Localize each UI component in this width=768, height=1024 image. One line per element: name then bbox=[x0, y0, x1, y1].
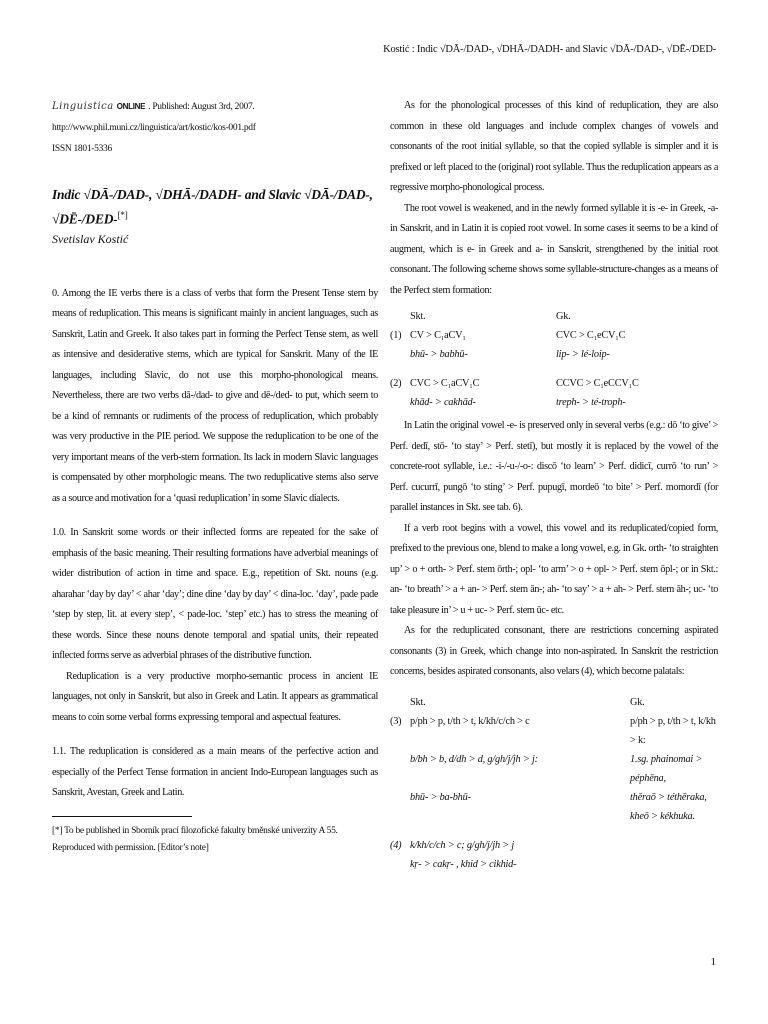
scheme-table-2 bbox=[390, 693, 718, 874]
journal-logo: Linguistica bbox=[52, 101, 114, 112]
scheme-cell-gk: thēraō > téthēraka, kheō > kékhuka. bbox=[630, 791, 707, 822]
scheme-header bbox=[390, 693, 718, 712]
column-head-gk: Gk. bbox=[630, 696, 645, 708]
journal-logo-suffix: ONLINE bbox=[116, 102, 146, 111]
article-title-text: Indic √DĀ-/DAD-, √DHĀ-/DADH- and Slavic √DĀ-/DAD-, √DĒ-/DED- bbox=[52, 187, 373, 227]
scheme-cell-skt: b/bh > b, d/dh > d, g/gh/j/jh > j: bbox=[410, 753, 538, 765]
scheme-cell-skt: CVC > C₁aCV₁C bbox=[410, 378, 480, 389]
scheme-cell-gk bbox=[630, 855, 718, 874]
column-head-skt: Skt. bbox=[410, 311, 426, 322]
scheme-row-number bbox=[390, 750, 410, 788]
scheme-header bbox=[390, 307, 718, 326]
publication-meta bbox=[52, 96, 378, 160]
scheme-row-number: (2) bbox=[390, 378, 402, 389]
scheme-cell-skt: CV > C₁aCV₁ bbox=[410, 330, 466, 341]
scheme-table-1 bbox=[390, 307, 718, 412]
scheme-row bbox=[390, 326, 718, 345]
paragraph-reduplication: Reduplication is a very productive morpho-semantic process in ancient IE languages, not only in Sanskrit, but also in Greek and Latin. It appears as grammatical means to coin some verbal forms expressing temporal and aspectual features. bbox=[52, 670, 378, 723]
scheme-cell-gk: CCVC > C₁eCCV₁C bbox=[556, 378, 639, 389]
right-column bbox=[390, 96, 718, 878]
scheme-cell-gk: 1.sg. phainomai > péphēna, bbox=[630, 753, 703, 784]
article-url[interactable]: http://www.phil.muni.cz/linguistica/art/kostic/kos-001.pdf bbox=[52, 123, 256, 133]
scheme-row-number bbox=[390, 345, 410, 364]
paragraph-vowel-initial: If a verb root begins with a vowel, this vowel and its reduplicated/copied form, prefixed to the previous one, blend to make a long vowel, e.g. in Gk. orth- ‘to straighten up’ > o + orth- > Perf. stem ōrth-; opl- ‘to arm’ > o + opl- > Perf. stem ōpl-; or in Skt.: an- ‘to breath’ > a + an- > Perf. stem ān-; ah- ‘to say’ > a + ah- > Perf. stem āh-; uc- ‘to take pleasure in’ > u + uc- > Perf. stem ūc- etc. bbox=[390, 522, 718, 616]
scheme-row bbox=[390, 345, 718, 364]
paragraph-latin: In Latin the original vowel -e- is preserved only in several verbs (e.g.: dō ‘to give’ > Perf. dedī, stō- ‘to stay’ > Perf. stetī), but mostly it is replaced by the vowel of the concrete-root syllable, i.e.: -i-/-u-/-o-: discō ‘to learn’ > Perf. didicī, currō ‘to run’ > Perf. cucurrī, pungō ‘to sting’ > Perf. pupugī, mordeō ‘to bite’ > Perf. momordī (for parallel instances in Skt. see tab. 6). bbox=[390, 420, 718, 513]
scheme-row-number: (1) bbox=[390, 330, 402, 341]
published-date: . Published: August 3rd, 2007. bbox=[148, 102, 255, 112]
scheme-row bbox=[390, 836, 718, 855]
page-number: 1 bbox=[710, 956, 716, 968]
scheme-row bbox=[390, 788, 718, 826]
scheme-row-number: (3) bbox=[390, 715, 402, 727]
title-footnote-marker[interactable]: [*] bbox=[117, 210, 128, 220]
scheme-cell-gk: lip- > lé-loip- bbox=[556, 349, 610, 360]
article-title bbox=[52, 184, 378, 230]
scheme-cell-gk: p/ph > p, t/th > t, k/kh > k: bbox=[630, 715, 716, 746]
paragraph-consonant: As for the reduplicated consonant, there are restrictions concerning aspirated consonants (3) in Greek, which change into non-aspirated. In Sanskrit the restriction concerns, besides aspirated consonants, also velars (4), which become palatals: bbox=[390, 625, 718, 677]
scheme-cell-gk bbox=[630, 836, 718, 855]
footnote-divider bbox=[52, 816, 192, 817]
paragraph-1-1: 1.1. The reduplication is considered as a main means of the perfective action and especially of the Perfect Tense formation in ancient Indo-European languages such as Sanskrit, Avestan, Greek and Latin. bbox=[52, 746, 378, 798]
author-name: Svetislav Kostić bbox=[52, 231, 129, 246]
scheme-cell-skt: k/kh/c/ch > c; g/gh/j/jh > j bbox=[410, 839, 515, 851]
scheme-row-number: (4) bbox=[390, 839, 402, 851]
scheme-row-number bbox=[390, 855, 410, 874]
paragraph-phonological: As for the phonological processes of this kind of reduplication, they are also common in these old languages and include complex changes of vowels and consonants of the root initial syllable, so that the copied syllable is simpler and it is prefixed or left placed to the (original) root syllable. Thus the reduplication appears as a regressive morpho-phonological process. bbox=[390, 100, 718, 193]
scheme-cell-skt: p/ph > p, t/th > t, k/kh/c/ch > c bbox=[410, 715, 530, 727]
scheme-row bbox=[390, 393, 718, 412]
issn: ISSN 1801-5336 bbox=[52, 144, 112, 154]
scheme-cell-skt: kṛ- > cakṛ- , khid > cikhid- bbox=[410, 858, 517, 870]
scheme-cell-skt: khād- > cakhād- bbox=[410, 397, 476, 408]
paragraph-intro: 0. Among the IE verbs there is a class of verbs that form the Present Tense stem by means of reduplication. This means is significant mainly in ancient languages, such as Sanskrit, Latin and Greek. It also takes part in forming the Perfect Tense stem, as well as intensive and desiderative stems, which are typical for Sanskrit. Many of the IE languages, including Slavic, do not use this morpho-phonological means. Nevertheless, there are two verbs dā-/dad- to give and dē-/ded- to put, which seem to be a kind of remnants or rudiments of the process of reduplication, which probably was very productive in the PIE period. We suppose the reduplication to be one of the very important means of the verb-stem formation. Its lack in modern Slavic languages is compensated by other morphologic means. The two reduplicative stems also serve as a source and motivation for a ‘quasi reduplication’ in some Slavic dialects. bbox=[52, 287, 378, 504]
left-column bbox=[52, 96, 378, 857]
scheme-cell-gk: treph- > té-troph- bbox=[556, 397, 626, 408]
scheme-row bbox=[390, 750, 718, 788]
running-head: Kostić : Indic √DĀ-/DAD-, √DHĀ-/DADH- and Slavic √DĀ-/DAD-, √DĒ-/DED- bbox=[383, 44, 716, 55]
footnote: [*] To be published in Sborník prací filozofické fakulty brněnské univerzity A 55. Reproduced with permission. [Editor’s note] bbox=[52, 825, 338, 853]
paragraph-root-vowel: The root vowel is weakened, and in the newly formed syllable it is -e- in Greek, -a- in Sanskrit, and in Latin it is copied root vowel. In some cases it seems to be a kind of augment, which is e- in Greek and a- in Sanskrit, strengthened by the initial root consonant. The following scheme shows some syllable-structure-changes as a means of the Perfect stem formation: bbox=[390, 202, 718, 296]
column-head-gk: Gk. bbox=[556, 311, 571, 322]
scheme-cell-skt: bhū- > ba-bhū- bbox=[410, 791, 471, 803]
logo-line bbox=[52, 96, 378, 118]
scheme-cell-skt: bhū- > babhū- bbox=[410, 349, 468, 360]
scheme-row-number bbox=[390, 393, 410, 412]
scheme-row bbox=[390, 374, 718, 393]
scheme-cell-gk: CVC > C₁eCV₁C bbox=[556, 330, 626, 341]
scheme-row bbox=[390, 712, 718, 750]
column-head-skt: Skt. bbox=[410, 696, 426, 708]
paragraph-1-0: 1.0. In Sanskrit some words or their inflected forms are repeated for the sake of emphasis of the basic meaning. Their resulting formations have adverbial meanings of wider distribution of action in time and space. E.g., repetition of Skt. nouns (e.g. aharahar ‘day by day’ < ahar ‘day’; dine dine ‘day by day’ < dina-loc. ‘day’, pade pade ‘step by step, lit. at every step’, < pade-loc. ‘step’ etc.) has to stress the meaning of these words. Since these nouns denote temporal and spatial units, their repeated inflected forms serve as adverbial phrases of the distributive function. bbox=[52, 527, 378, 661]
scheme-row bbox=[390, 855, 718, 874]
scheme-row-number bbox=[390, 788, 410, 826]
